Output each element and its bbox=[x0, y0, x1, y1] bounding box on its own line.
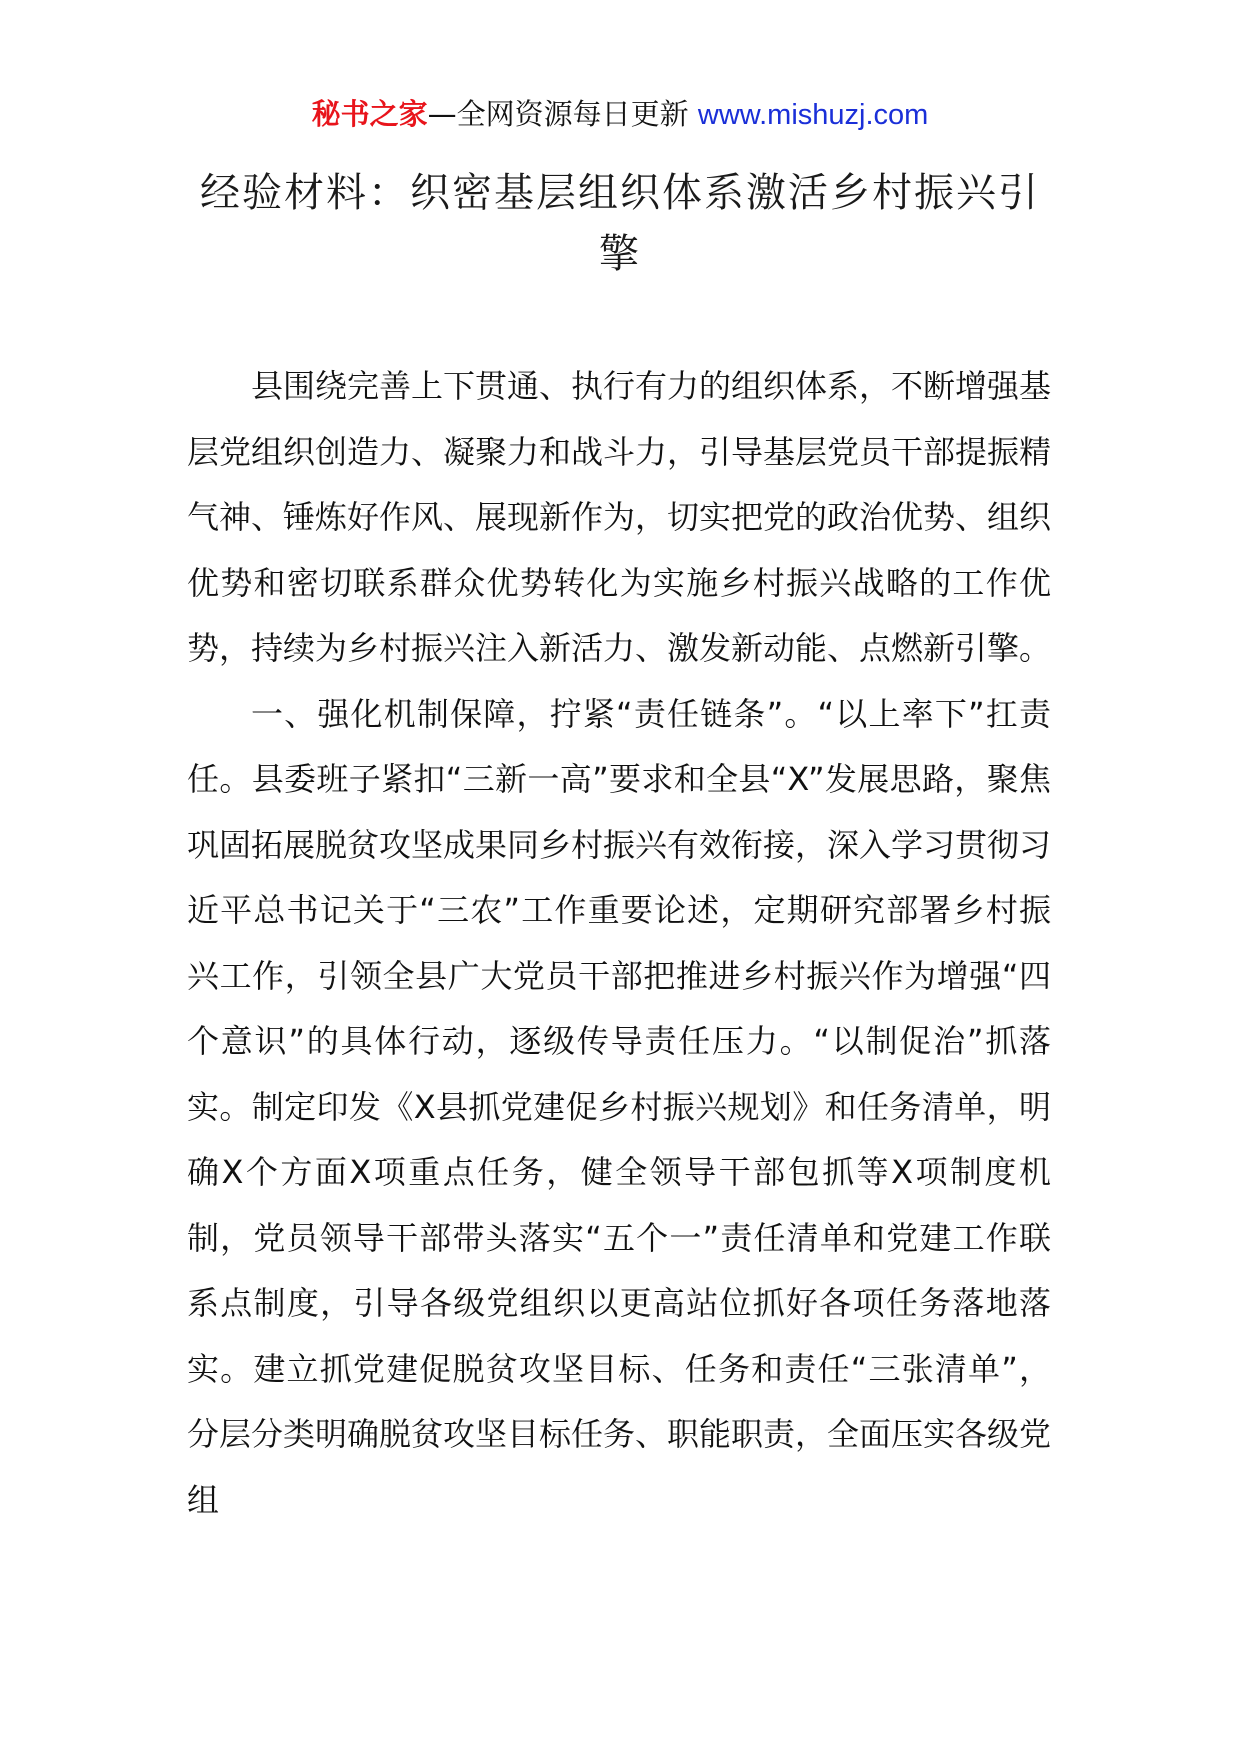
document-body bbox=[187, 354, 1051, 1533]
document-title: 经验材料：织密基层组织体系激活乡村振兴引擎 bbox=[200, 170, 1040, 277]
site-brand: 秘书之家 bbox=[311, 97, 428, 131]
site-tagline: —全网资源每日更新 bbox=[427, 97, 698, 131]
intro-paragraph: 县围绕完善上下贯通、执行有力的组织体系，不断增强基层党组织创造力、凝聚力和战斗力，引导基层党员干部提振精气神、锤炼好作风、展现新作为，切实把党的政治优势、组织优势和密切联系群众优势转化为实施乡村振兴战略的工作优势，持续为乡村振兴注入新活力、激发新动能、点燃新引擎。 bbox=[187, 367, 1052, 667]
site-url-link[interactable]: www.mishuzj.com bbox=[697, 99, 929, 131]
site-header bbox=[0, 94, 1240, 135]
section-one-paragraph: 一、强化机制保障，拧紧“责任链条”。“以上率下”扛责任。县委班子紧扣“三新一高”要求和全县“X”发展思路，聚焦巩固拓展脱贫攻坚成果同乡村振兴有效衔接，深入学习贯彻习近平总书记关于“三农”工作重要论述，定期研究部署乡村振兴工作，引领全县广大党员干部把推进乡村振兴作为增强“四个意识”的具体行动，逐级传导责任压力。“以制促治”抓落实。制定印发《X县抓党建促乡村振兴规划》和任务清单，明确X个方面X项重点任务，健全领导干部包抓等X项制度机制，党员领导干部带头落实“五个一”责任清单和党建工作联系点制度，引导各级党组织以更高站位抓好各项任务落地落实。建立抓党建促脱贫攻坚目标、任务和责任“三张清单”，分层分类明确脱贫攻坚目标任务、职能职责，全面压实各级党组 bbox=[187, 694, 1052, 1519]
